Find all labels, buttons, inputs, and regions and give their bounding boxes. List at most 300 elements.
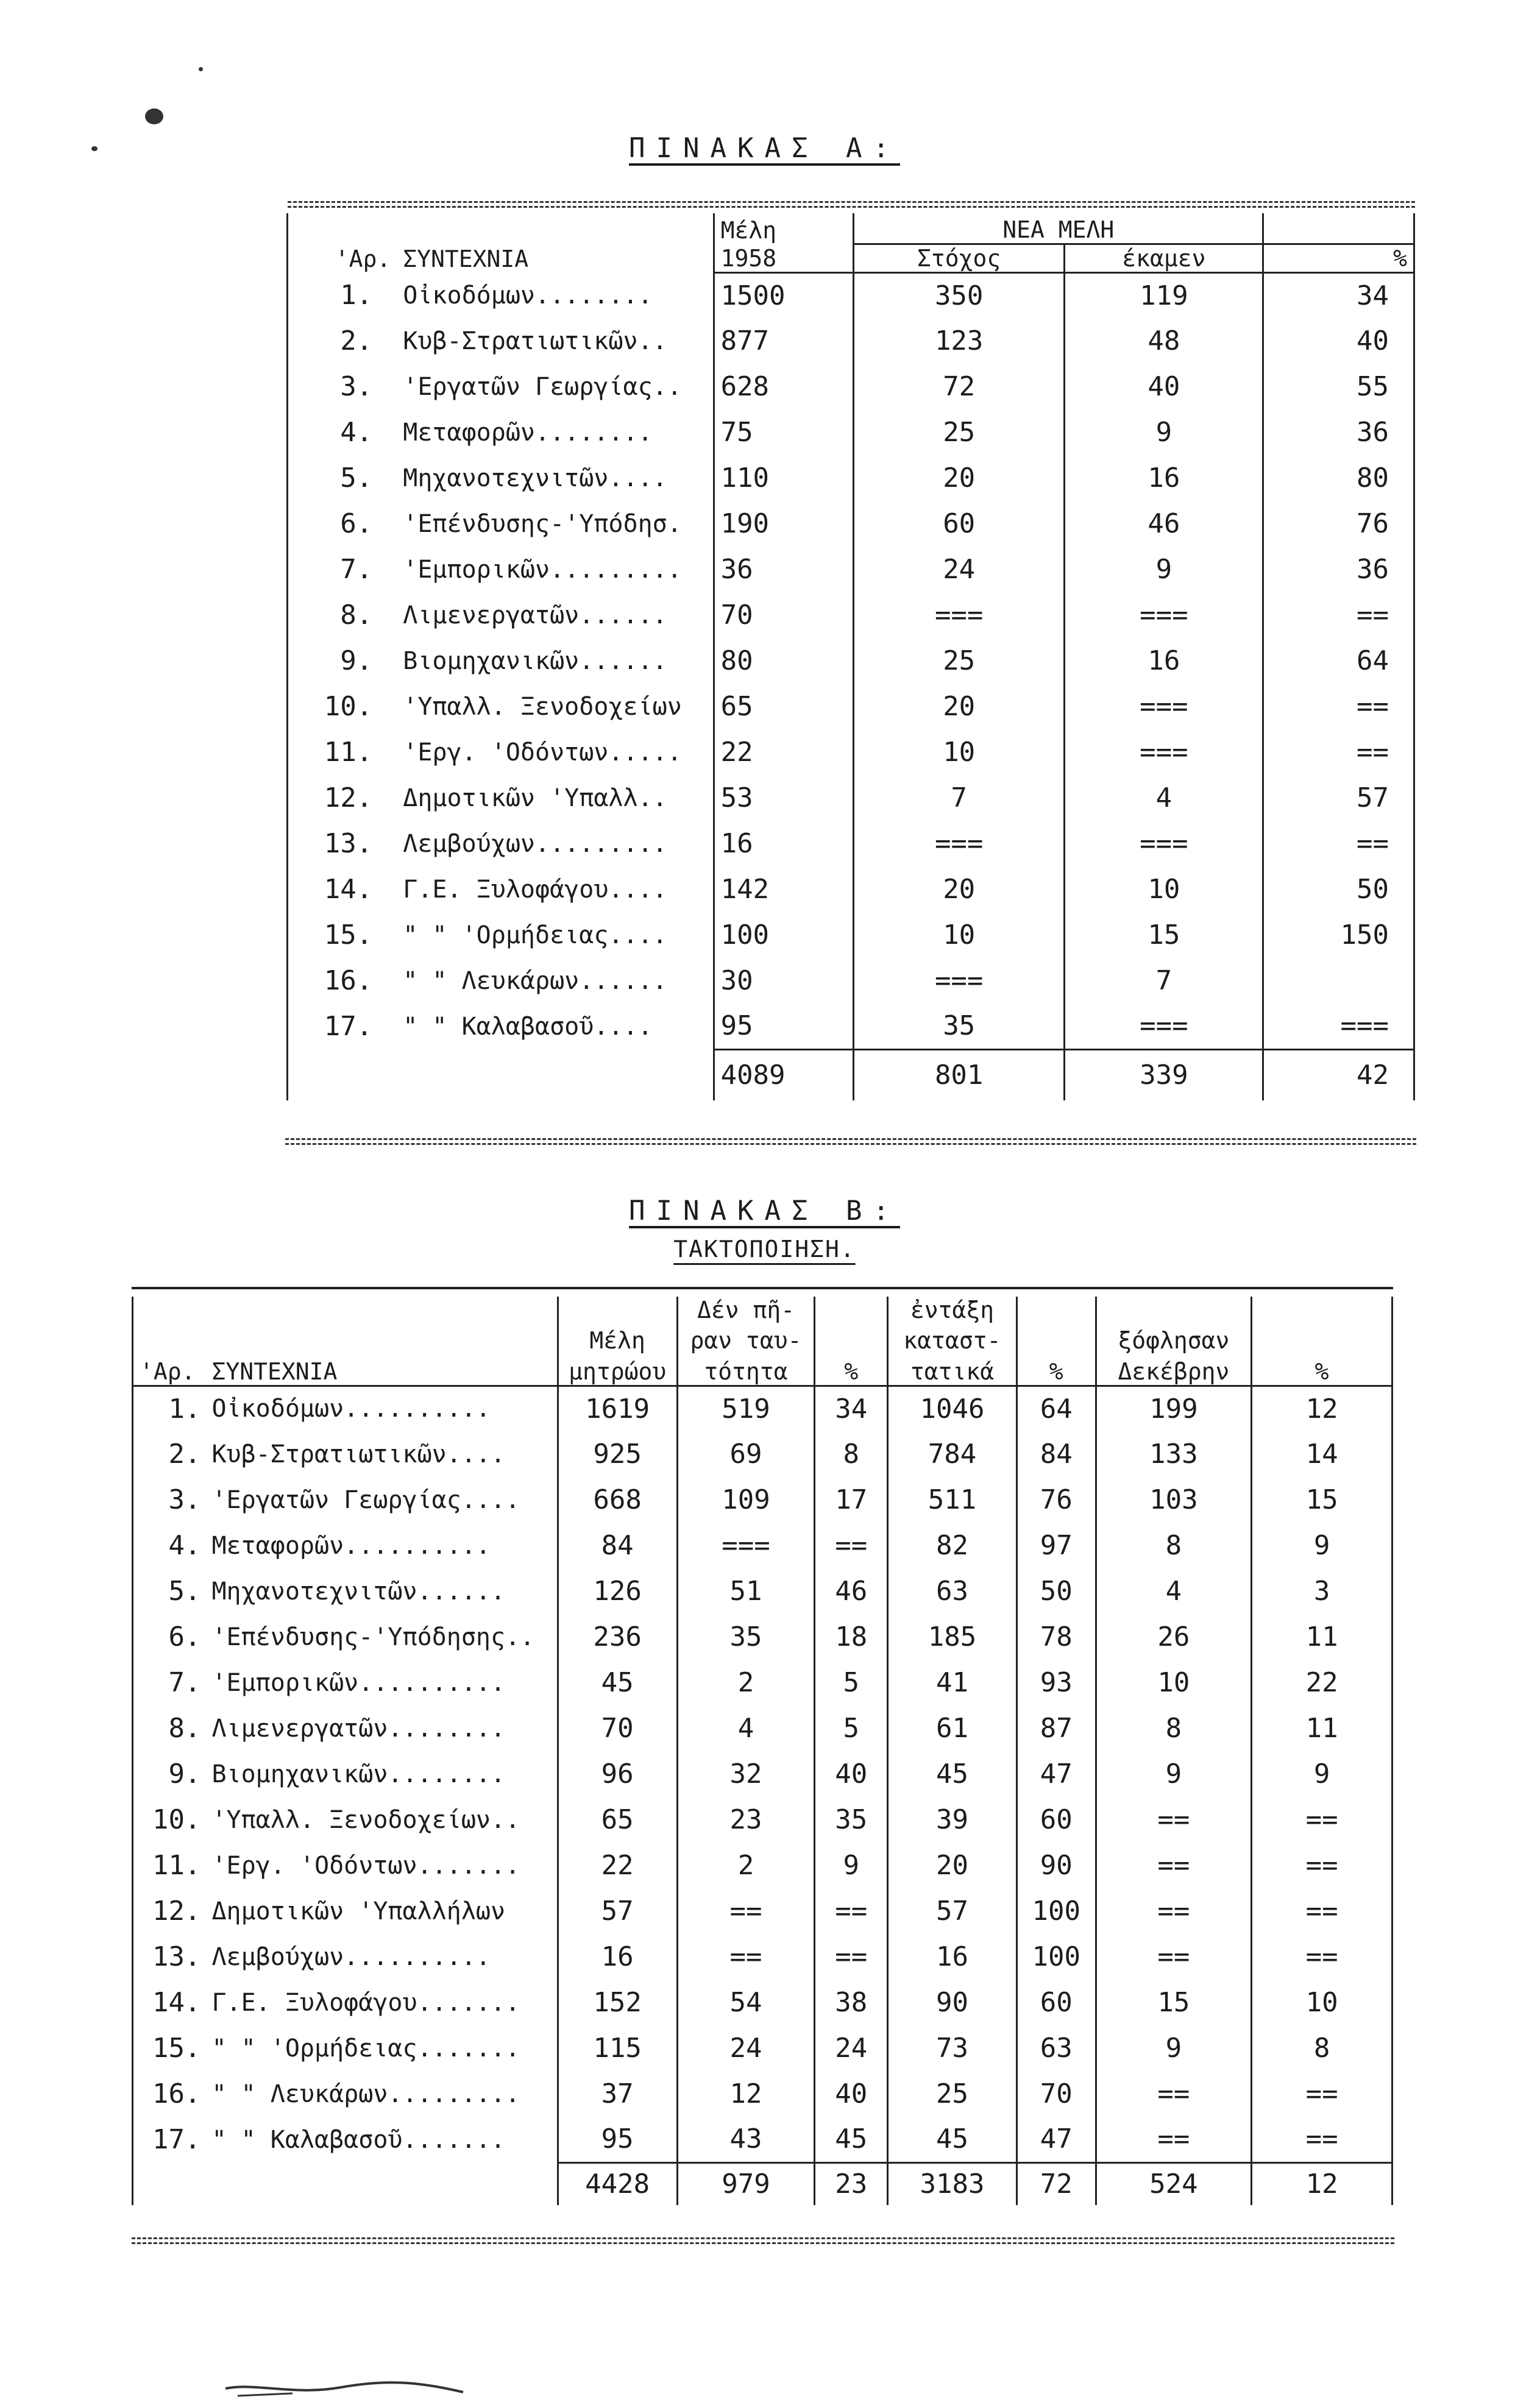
row-number: 9.	[288, 638, 397, 684]
bottom-scribble	[219, 2364, 475, 2401]
included-pct: 47	[1016, 2117, 1096, 2162]
union-name: 'Εργ. 'Οδόντων.....	[403, 738, 682, 767]
table-row	[133, 2071, 1392, 2117]
union-name: Βιομηχανικῶν........	[211, 1760, 506, 1788]
target-value: 25	[854, 638, 1065, 684]
table-b-header-pct-1: %	[815, 1354, 888, 1386]
no-id-pct: 38	[815, 1980, 888, 2025]
total-paid: 524	[1096, 2162, 1252, 2205]
pct-value: 80	[1263, 455, 1414, 501]
row-number: 14.	[288, 866, 397, 912]
members-1958: 142	[714, 866, 854, 912]
paid-value: 9	[1096, 1751, 1252, 1797]
included-pct: 76	[1016, 1477, 1096, 1523]
total-members: 4089	[714, 1049, 854, 1100]
included-value: 82	[888, 1523, 1017, 1568]
no-id-value: ===	[677, 1523, 815, 1568]
pct-value: 36	[1263, 409, 1414, 455]
table-row	[133, 1614, 1392, 1660]
members-1958: 190	[714, 501, 854, 547]
paid-value: ==	[1096, 1843, 1252, 1888]
table-b-top-rule	[132, 1287, 1393, 1289]
target-value: ===	[854, 958, 1065, 1004]
paid-pct: ==	[1252, 1843, 1392, 1888]
total-no-id: 979	[677, 2162, 815, 2205]
row-number: 17.	[133, 2117, 206, 2162]
no-id-pct: 46	[815, 1568, 888, 1614]
row-number: 15.	[133, 2025, 206, 2071]
no-id-pct: 45	[815, 2117, 888, 2162]
no-id-pct: ==	[815, 1888, 888, 1934]
registry-members: 668	[558, 1477, 677, 1523]
no-id-pct: 40	[815, 2071, 888, 2117]
registry-members: 70	[558, 1705, 677, 1751]
table-row	[133, 2117, 1392, 2162]
no-id-value: 69	[677, 1431, 815, 1477]
made-value: 9	[1065, 547, 1263, 592]
table-b-header-registry-2: μητρώου	[558, 1354, 677, 1386]
made-value: 16	[1065, 455, 1263, 501]
included-pct: 90	[1016, 1843, 1096, 1888]
made-value: 40	[1065, 364, 1263, 409]
paid-pct: 10	[1252, 1980, 1392, 2025]
union-name: 'Εργατῶν Γεωργίας....	[211, 1486, 520, 1514]
target-value: 20	[854, 684, 1065, 729]
union-name: 'Υπαλλ. Ξενοδοχείων..	[211, 1805, 520, 1834]
table-row	[133, 1477, 1392, 1523]
included-value: 39	[888, 1797, 1017, 1843]
members-1958: 70	[714, 592, 854, 638]
members-1958: 100	[714, 912, 854, 958]
paid-value: ==	[1096, 2117, 1252, 2162]
table-row	[133, 1660, 1392, 1705]
table-b-header-noid-2: ραν ταυ-	[677, 1323, 815, 1354]
row-number: 5.	[133, 1568, 206, 1614]
table-row	[288, 912, 1414, 958]
included-value: 25	[888, 2071, 1017, 2117]
union-name: " " 'Ορμήδειας....	[403, 921, 667, 949]
registry-members: 22	[558, 1843, 677, 1888]
table-b-header-noid-3: τότητα	[677, 1354, 815, 1386]
pct-value: ==	[1263, 729, 1414, 775]
pct-value: 34	[1263, 272, 1414, 318]
made-value: ===	[1065, 1004, 1263, 1049]
row-number: 3.	[288, 364, 397, 409]
row-number: 6.	[288, 501, 397, 547]
union-name: " " Λευκάρων......	[403, 966, 667, 995]
table-b-body	[133, 1386, 1392, 2205]
total-target: 801	[854, 1049, 1065, 1100]
pct-value	[1263, 958, 1414, 1004]
paid-value: 4	[1096, 1568, 1252, 1614]
included-value: 16	[888, 1934, 1017, 1980]
included-pct: 60	[1016, 1980, 1096, 2025]
paid-value: ==	[1096, 1888, 1252, 1934]
no-id-pct: 5	[815, 1660, 888, 1705]
union-name: 'Εμπορικῶν..........	[211, 1668, 506, 1697]
registry-members: 1619	[558, 1386, 677, 1431]
table-row	[288, 775, 1414, 821]
table-b-header-noid-1: Δέν πῆ-	[677, 1297, 815, 1323]
union-name: Βιομηχανικῶν......	[403, 646, 667, 675]
no-id-value: 4	[677, 1705, 815, 1751]
row-number: 16.	[133, 2071, 206, 2117]
registry-members: 95	[558, 2117, 677, 2162]
target-value: 7	[854, 775, 1065, 821]
union-name: Δημοτικῶν 'Υπαλλήλων	[211, 1897, 506, 1925]
table-b	[132, 1297, 1393, 2205]
union-name: Δημοτικῶν 'Υπαλλ..	[403, 784, 667, 812]
paid-value: ==	[1096, 2071, 1252, 2117]
table-b-header-included-3: τατικά	[888, 1354, 1017, 1386]
table-row	[288, 684, 1414, 729]
no-id-pct: 34	[815, 1386, 888, 1431]
union-name: Μεταφορῶν........	[403, 418, 653, 447]
no-id-pct: 35	[815, 1797, 888, 1843]
members-1958: 22	[714, 729, 854, 775]
pct-value: ==	[1263, 684, 1414, 729]
target-value: 350	[854, 272, 1065, 318]
no-id-value: 23	[677, 1797, 815, 1843]
table-row	[288, 501, 1414, 547]
scan-speck	[145, 108, 163, 124]
members-1958: 95	[714, 1004, 854, 1049]
table-row	[133, 1568, 1392, 1614]
totals-row	[288, 1049, 1414, 1100]
pct-value: ===	[1263, 1004, 1414, 1049]
union-name: Λιμενεργατῶν........	[211, 1714, 506, 1743]
included-pct: 64	[1016, 1386, 1096, 1431]
registry-members: 126	[558, 1568, 677, 1614]
included-value: 61	[888, 1705, 1017, 1751]
paid-value: 26	[1096, 1614, 1252, 1660]
included-value: 45	[888, 1751, 1017, 1797]
total-paid-pct: 12	[1252, 2162, 1392, 2205]
no-id-value: 51	[677, 1568, 815, 1614]
table-b-header-registry-1: Μέλη	[558, 1323, 677, 1354]
included-value: 784	[888, 1431, 1017, 1477]
row-number: 1.	[133, 1386, 206, 1431]
paid-pct: 11	[1252, 1614, 1392, 1660]
pct-value: ==	[1263, 592, 1414, 638]
no-id-pct: 24	[815, 2025, 888, 2071]
registry-members: 57	[558, 1888, 677, 1934]
paid-value: 103	[1096, 1477, 1252, 1523]
no-id-value: ==	[677, 1934, 815, 1980]
union-name: Λεμβούχων..........	[211, 1942, 491, 1971]
made-value: 46	[1065, 501, 1263, 547]
row-number: 4.	[288, 409, 397, 455]
union-name: 'Επένδυσης-'Υπόδησ.	[403, 509, 682, 538]
no-id-value: 109	[677, 1477, 815, 1523]
members-1958: 80	[714, 638, 854, 684]
paid-pct: 15	[1252, 1477, 1392, 1523]
table-row	[133, 1705, 1392, 1751]
row-number: 11.	[288, 729, 397, 775]
no-id-pct: 40	[815, 1751, 888, 1797]
totals-row	[133, 2162, 1392, 2205]
union-name: Γ.Ε. Ξυλοφάγου....	[403, 875, 667, 904]
row-number: 3.	[133, 1477, 206, 1523]
table-row	[288, 638, 1414, 684]
row-number: 7.	[133, 1660, 206, 1705]
no-id-value: 43	[677, 2117, 815, 2162]
no-id-pct: ==	[815, 1523, 888, 1568]
included-pct: 78	[1016, 1614, 1096, 1660]
included-value: 20	[888, 1843, 1017, 1888]
total-made: 339	[1065, 1049, 1263, 1100]
pct-value: 40	[1263, 318, 1414, 364]
double-rule-top-a	[288, 201, 1415, 208]
no-id-value: 2	[677, 1660, 815, 1705]
table-row	[288, 958, 1414, 1004]
members-1958: 16	[714, 821, 854, 866]
no-id-value: 54	[677, 1980, 815, 2025]
no-id-value: 24	[677, 2025, 815, 2071]
no-id-value: 12	[677, 2071, 815, 2117]
members-1958: 30	[714, 958, 854, 1004]
registry-members: 65	[558, 1797, 677, 1843]
paid-value: 9	[1096, 2025, 1252, 2071]
table-row	[288, 547, 1414, 592]
target-value: 123	[854, 318, 1065, 364]
target-value: 35	[854, 1004, 1065, 1049]
table-b-title: ΠΙΝΑΚΑΣ Β:	[629, 1195, 900, 1227]
table-a-header-target: Στόχος	[854, 244, 1065, 272]
union-name: Γ.Ε. Ξυλοφάγου.......	[211, 1988, 520, 2017]
target-value: 24	[854, 547, 1065, 592]
row-number: 8.	[133, 1705, 206, 1751]
paid-pct: 11	[1252, 1705, 1392, 1751]
included-pct: 47	[1016, 1751, 1096, 1797]
table-row	[133, 1888, 1392, 1934]
registry-members: 16	[558, 1934, 677, 1980]
union-name: Μηχανοτεχνιτῶν......	[211, 1577, 506, 1606]
union-name: Οἰκοδόμων........	[403, 281, 653, 310]
table-row	[288, 729, 1414, 775]
row-number: 1.	[288, 272, 397, 318]
table-a	[286, 213, 1415, 1100]
table-row	[288, 1004, 1414, 1049]
row-number: 15.	[288, 912, 397, 958]
included-pct: 50	[1016, 1568, 1096, 1614]
table-a-header-pct: %	[1263, 244, 1414, 272]
union-name: Λεμβούχων.........	[403, 829, 667, 858]
row-number: 16.	[288, 958, 397, 1004]
no-id-value: 35	[677, 1614, 815, 1660]
table-row	[133, 1797, 1392, 1843]
included-pct: 97	[1016, 1523, 1096, 1568]
made-value: ===	[1065, 684, 1263, 729]
no-id-pct: 17	[815, 1477, 888, 1523]
paid-pct: ==	[1252, 1797, 1392, 1843]
scan-speck	[199, 67, 203, 71]
made-value: 48	[1065, 318, 1263, 364]
target-value: 25	[854, 409, 1065, 455]
double-rule-bottom-a	[285, 1138, 1416, 1145]
row-number: 7.	[288, 547, 397, 592]
included-pct: 100	[1016, 1888, 1096, 1934]
members-1958: 75	[714, 409, 854, 455]
paid-value: 133	[1096, 1431, 1252, 1477]
included-pct: 84	[1016, 1431, 1096, 1477]
row-number: 10.	[133, 1797, 206, 1843]
no-id-pct: 18	[815, 1614, 888, 1660]
registry-members: 115	[558, 2025, 677, 2071]
union-name: 'Εργατῶν Γεωργίας..	[403, 372, 682, 401]
registry-members: 236	[558, 1614, 677, 1660]
included-value: 41	[888, 1660, 1017, 1705]
union-name: Κυβ-Στρατιωτικῶν..	[403, 327, 667, 355]
row-number: 14.	[133, 1980, 206, 2025]
table-b-header-included-1: ἐντάξη	[888, 1297, 1017, 1323]
paid-value: 8	[1096, 1523, 1252, 1568]
table-row	[288, 272, 1414, 318]
paid-value: 10	[1096, 1660, 1252, 1705]
pct-value: 150	[1263, 912, 1414, 958]
union-name: Οἰκοδόμων..........	[211, 1395, 491, 1423]
row-number: 2.	[133, 1431, 206, 1477]
table-row	[133, 1431, 1392, 1477]
total-no-id-pct: 23	[815, 2162, 888, 2205]
paid-pct: 9	[1252, 1523, 1392, 1568]
table-b-header-pct-2: %	[1016, 1354, 1096, 1386]
included-value: 1046	[888, 1386, 1017, 1431]
table-a-body	[288, 272, 1414, 1100]
union-name: 'Υπαλλ. Ξενοδοχείων	[403, 692, 682, 721]
union-name: " " Λευκάρων.........	[211, 2080, 520, 2108]
union-name: Μηχανοτεχνιτῶν....	[403, 464, 667, 492]
table-b-header-paid-1: ξόφλησαν	[1096, 1323, 1252, 1354]
paid-value: ==	[1096, 1797, 1252, 1843]
paid-value: 8	[1096, 1705, 1252, 1751]
made-value: 10	[1065, 866, 1263, 912]
table-b-header-included-2: καταστ-	[888, 1323, 1017, 1354]
table-a-header-union: ΣΥΝΤΕΧΝΙΑ	[403, 246, 529, 272]
union-name: Λιμενεργατῶν......	[403, 601, 667, 629]
table-row	[133, 1934, 1392, 1980]
table-a-header-members: Μέλη	[714, 213, 854, 244]
table-b-header-paid-2: Δεκέβρην	[1096, 1354, 1252, 1386]
table-row	[288, 409, 1414, 455]
members-1958: 65	[714, 684, 854, 729]
paid-pct: 14	[1252, 1431, 1392, 1477]
members-1958: 628	[714, 364, 854, 409]
made-value: ===	[1065, 821, 1263, 866]
table-row	[288, 455, 1414, 501]
included-value: 185	[888, 1614, 1017, 1660]
pct-value: 76	[1263, 501, 1414, 547]
row-number: 6.	[133, 1614, 206, 1660]
table-b-header-pct-3: %	[1252, 1354, 1392, 1386]
made-value: 16	[1065, 638, 1263, 684]
paid-pct: 22	[1252, 1660, 1392, 1705]
paid-pct: 12	[1252, 1386, 1392, 1431]
included-pct: 63	[1016, 2025, 1096, 2071]
paid-value: 15	[1096, 1980, 1252, 2025]
no-id-pct: 5	[815, 1705, 888, 1751]
included-pct: 100	[1016, 1934, 1096, 1980]
pct-value: 57	[1263, 775, 1414, 821]
target-value: ===	[854, 592, 1065, 638]
paid-pct: 9	[1252, 1751, 1392, 1797]
paid-pct: ==	[1252, 1888, 1392, 1934]
table-a-title: ΠΙΝΑΚΑΣ Α:	[629, 133, 900, 164]
union-name: " " 'Ορμήδειας.......	[211, 2034, 520, 2063]
target-value: 10	[854, 912, 1065, 958]
table-b-subtitle: ΤΑΚΤΟΠΟΙΗΣΗ.	[673, 1236, 856, 1262]
table-row	[288, 866, 1414, 912]
paid-value: ==	[1096, 1934, 1252, 1980]
members-1958: 110	[714, 455, 854, 501]
target-value: ===	[854, 821, 1065, 866]
target-value: 10	[854, 729, 1065, 775]
table-b-header-union: ΣΥΝΤΕΧΝΙΑ	[205, 1354, 558, 1386]
registry-members: 37	[558, 2071, 677, 2117]
union-name: Κυβ-Στρατιωτικῶν....	[211, 1440, 506, 1468]
double-rule-bottom-b	[132, 2237, 1394, 2244]
made-value: 15	[1065, 912, 1263, 958]
union-name: " " Καλαβασοῦ.......	[211, 2125, 506, 2154]
row-number: 17.	[288, 1004, 397, 1049]
table-a-header-num: 'Αρ.	[288, 213, 397, 272]
total-registry: 4428	[558, 2162, 677, 2205]
registry-members: 84	[558, 1523, 677, 1568]
included-value: 73	[888, 2025, 1017, 2071]
no-id-value: ==	[677, 1888, 815, 1934]
table-row	[288, 364, 1414, 409]
registry-members: 45	[558, 1660, 677, 1705]
no-id-pct: 9	[815, 1843, 888, 1888]
row-number: 4.	[133, 1523, 206, 1568]
table-row	[133, 1523, 1392, 1568]
included-value: 63	[888, 1568, 1017, 1614]
table-row	[133, 1843, 1392, 1888]
target-value: 72	[854, 364, 1065, 409]
paid-pct: 8	[1252, 2025, 1392, 2071]
paid-pct: ==	[1252, 2071, 1392, 2117]
registry-members: 925	[558, 1431, 677, 1477]
table-a-header-year: 1958	[714, 244, 854, 272]
union-name: " " Καλαβασοῦ....	[403, 1012, 653, 1041]
members-1958: 1500	[714, 272, 854, 318]
table-row	[133, 1751, 1392, 1797]
no-id-pct: ==	[815, 1934, 888, 1980]
no-id-pct: 8	[815, 1431, 888, 1477]
table-row	[288, 592, 1414, 638]
table-row	[288, 318, 1414, 364]
no-id-value: 2	[677, 1843, 815, 1888]
paid-pct: 3	[1252, 1568, 1392, 1614]
registry-members: 152	[558, 1980, 677, 2025]
made-value: ===	[1065, 592, 1263, 638]
registry-members: 96	[558, 1751, 677, 1797]
row-number: 5.	[288, 455, 397, 501]
pct-value: 50	[1263, 866, 1414, 912]
made-value: 7	[1065, 958, 1263, 1004]
no-id-value: 32	[677, 1751, 815, 1797]
made-value: 4	[1065, 775, 1263, 821]
total-included: 3183	[888, 2162, 1017, 2205]
pct-value: 55	[1263, 364, 1414, 409]
included-value: 57	[888, 1888, 1017, 1934]
target-value: 20	[854, 455, 1065, 501]
made-value: ===	[1065, 729, 1263, 775]
paid-pct: ==	[1252, 2117, 1392, 2162]
row-number: 10.	[288, 684, 397, 729]
pct-value: ==	[1263, 821, 1414, 866]
pct-value: 64	[1263, 638, 1414, 684]
